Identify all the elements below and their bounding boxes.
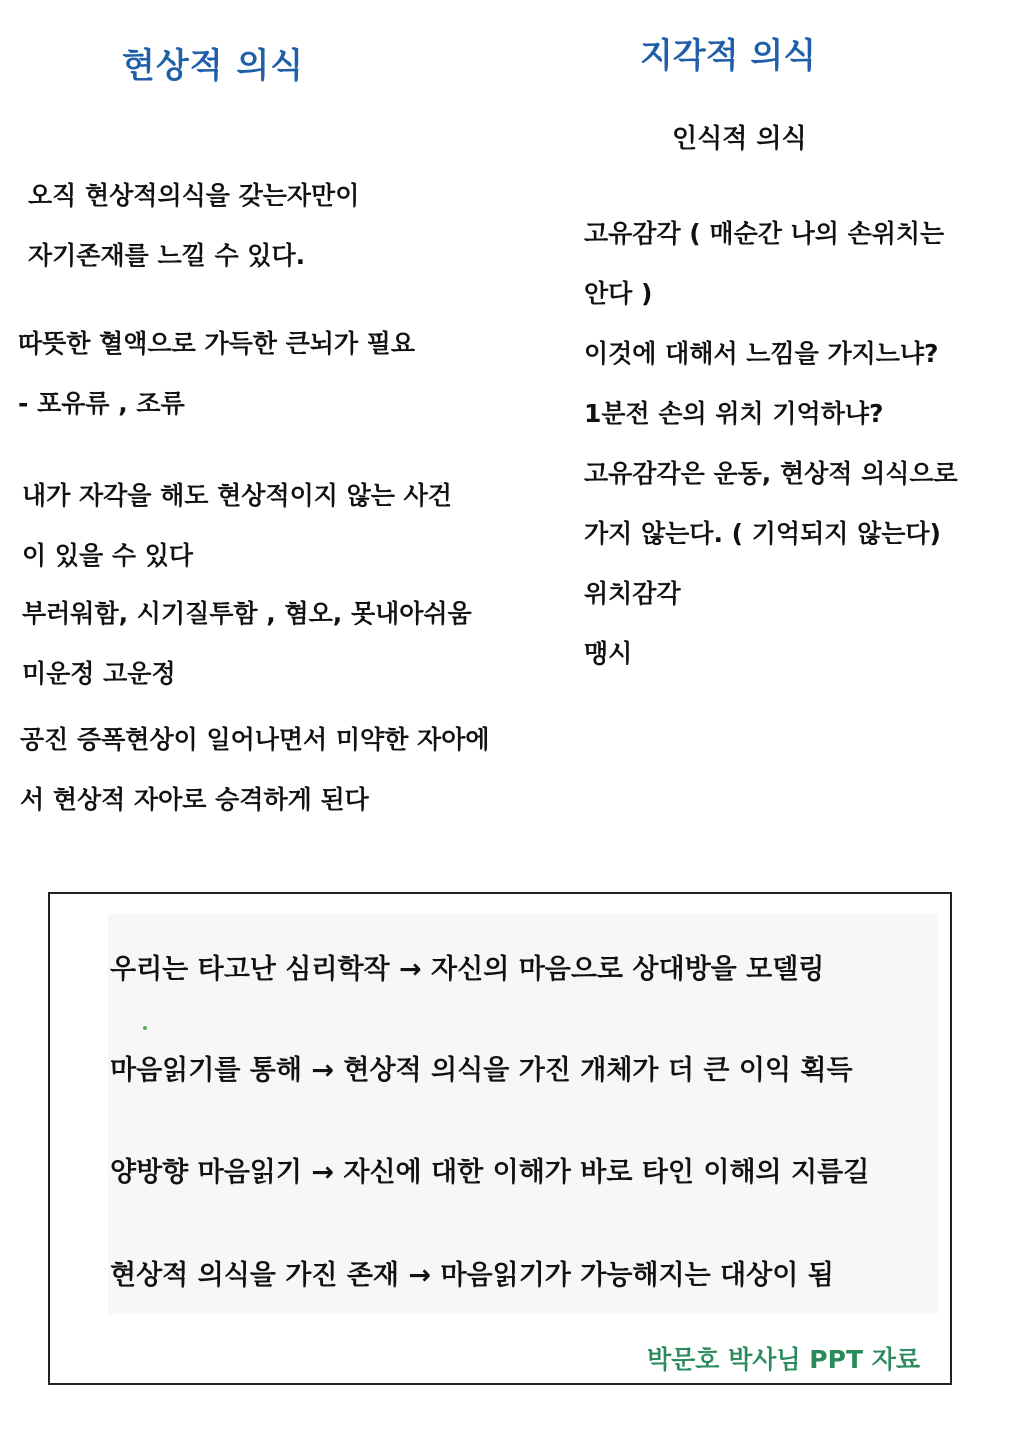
right-text-line: 가지 않는다. ( 기억되지 않는다) [584,519,941,548]
summary-line: 현상적 의식을 가진 존재 → 마음읽기가 가능해지는 대상이 됨 [110,1260,834,1291]
left-text-line: 따뜻한 혈액으로 가득한 큰뇌가 필요 [18,329,416,358]
left-text-line: 미운정 고운정 [22,659,176,688]
right-text-line: 안다 ) [584,279,653,308]
left-text-line: 자기존재를 느낄 수 있다. [28,241,306,270]
left-text-line: 공진 증폭현상이 일어나면서 미약한 자아에 [20,725,490,754]
right-text-line: 위치감각 [584,579,681,608]
right-text-line: 고유감각은 운동, 현상적 의식으로 [584,459,958,488]
left-text-line: 이 있을 수 있다 [22,541,194,570]
right-column-subtitle: 인식적 의식 [672,124,807,154]
right-text-line: 고유감각 ( 매순간 나의 손위치는 [584,219,945,248]
summary-box [48,892,952,1385]
green-dot-mark [143,1026,147,1030]
right-text-line: 이것에 대해서 느낌을 가지느냐? [584,339,939,368]
left-text-line: 서 현상적 자아로 승격하게 된다 [20,785,369,814]
summary-line: 양방향 마음읽기 → 자신에 대한 이해가 바로 타인 이해의 지름길 [110,1157,870,1188]
source-credit: 박문호 박사님 PPT 자료 [646,1345,920,1374]
left-column-title: 현상적 의식 [122,46,305,86]
left-text-line: 오직 현상적의식을 갖는자만이 [28,181,360,210]
left-text-line: 내가 자각을 해도 현상적이지 않는 사건 [22,481,452,510]
left-text-line: - 포유류 , 조류 [18,389,185,418]
left-text-line: 부러워함, 시기질투함 , 혐오, 못내아쉬움 [22,599,472,628]
summary-line: 우리는 타고난 심리학작 → 자신의 마음으로 상대방을 모델링 [110,954,825,985]
summary-line: 마음읽기를 통해 → 현상적 의식을 가진 개체가 더 큰 이익 획득 [110,1055,853,1086]
right-text-line: 맹시 [584,639,633,668]
right-column-title: 지각적 의식 [640,36,817,76]
right-text-line: 1분전 손의 위치 기억하냐? [584,399,884,428]
